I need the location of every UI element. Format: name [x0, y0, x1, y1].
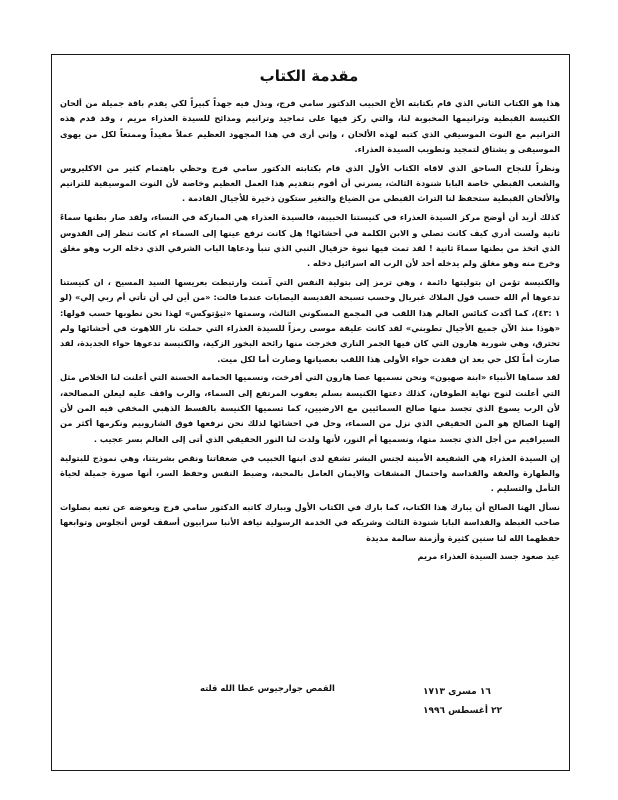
document-body [60, 96, 560, 568]
date-gregorian: ٢٢ أغسطس ١٩٩٦ [423, 706, 503, 716]
author-signature: القمص جوارجيوس عطا الله قلته [200, 683, 335, 693]
paragraph-7: نسأل الهنا الصالح أن يبارك هذا الكتاب، كما بارك في الكتاب الأول ويبارك كاتبه الدكتور سامي فرج ويعوضه عن تعبه بصلوات صاحب الغبطة والقداسة البابا شنودة الثالث وشريكه في الخدمة الرسولية نيافة الأنبا سرابيون أسقف لوس أنجلوس وتوابعها حفظهما الله لنا سنين كثيرة وأزمنة سالمة مديدة [60, 501, 560, 543]
paragraph-3: كذلك أريد أن أوضح مركز السيدة العذراء في كنيستنا الحبيبة، فالسيدة العذراء هي المباركة في النساء، ولقد صار بطنها سماءً ثانية ولست أدري كيف كانت تصلي و الابن الكلمة في أحشائها! هل كانت ترفع عينها إلى السماء ام كانت تنظر إلى القدوس الذي اتخذ من بطنها سماءً ثانية ! لقد تمت فيها نبوة حزقيال النبي الذي تنبأ ودعاها الباب الشرقي الذي دخله الرب وهو مغلق وخرج منه وهو مغلق ولم يدخله أحد لأن الرب اله اسرائيل دخله . [60, 212, 560, 269]
paragraph-5: لقد سماها الأنبياء «ابنة صهيون» ونحن نسميها عصا هارون التي أفرخت، ونسميها الحمامة الحسنة التي أعلنت لنا الخلاص مثل التي أعلنت لنوح نهاية الطوفان، كذلك دعتها الكنيسة بسلم يعقوب المرتفع إلى السماء، والرب واقف عليه ليعلن المصالحة، لأن الرب يسوع الذي تجسد منها صالح السمائيين مع الارضيين، كما تسميها الكنيسة بالقسط الذهبي المخفي فيه المن لأن إلهنا الصالح هو المن الحقيقي الذي نزل من السماء، وحل في احشائها لذلك نحن نرفعها فوق الشاروبيم ونكرمها أكثر من السيرافيم من أجل الذي تجسد منها، ونسميها أم النور، لأنها ولدت لنا النور الحقيقي الذي أتى إلى العالم بسر عجيب . [60, 372, 560, 444]
feast-line: عيد صعود جسد السيدة العذراء مريم [417, 551, 560, 562]
document-title: مقدمة الكتاب [259, 67, 359, 85]
paragraph-6: إن السيدة العذراء هي الشفيعة الأمينة لجنس البشر تشفع لدى ابنها الحبيب في ضعفاتنا ونقص بشريتنا، وهي نموذج للبتولية والطهارة والعفة والقداسة واحتمال المشقات والايمان العامل بالمحبة، وضبط النفس وحفظ السر، أنها صورة جميلة لحياة التأمل والتسليم . [60, 452, 560, 494]
paragraph-2: ونظراً للنجاح الساحق الذي لاقاه الكتاب الأول الذي قام بكتابته الدكتور سامي فرج وحظي باهتمام كثير من الاكليروس والشعب القبطي خاصة البابا شنودة الثالث، يسرني أن أقوم بتقديم هذا العمل العظيم وخاصة لأن النوت الموسيقية للترانيم والألحان القبطية ستحفظ لنا التراث القبطي من الضياع والتغير ستكون ذخيرة للأجيال القادمة . [60, 162, 560, 204]
date-coptic: ١٦ مسرى ١٧١٣ [423, 687, 491, 697]
paragraph-1: هذا هو الكتاب الثاني الذي قام بكتابته الأخ الحبيب الدكتور سامي فرج، وبذل فيه جهداً كبيراً لكي يقدم باقة جميلة من ألحان الكنيسة القبطية وترانيمها المحبوبة لنا، والتي ركز فيها على تماجيد وترانيم ومدائح للسيدة العذراء مريم ، وقد قدم هذه الترانيم مع النوت الموسيقي الذي كتبه لهذه الألحان ، وإني أرى في هذا المجهود العظيم عملاً مفيداً وممتعاً لكل من يهوى الموسيقى و يشتاق لتمجيد وتطويب السيدة العذراء. [60, 98, 560, 154]
paragraph-4: والكنيسة تؤمن ان بتوليتها دائمة ، وهي ترمز إلى بتولية النفس التي آمنت وارتبطت بعريسها السيد المسيح ، ان كنيستنا تدعوها أم الله حسب قول الملاك غبريال وحسب تسبحة القديسة اليصابات عندما قالت: «من أين لي أن تأتي أم ربي إلي» (لو ١ :٤٣)، كما أكدت كنائس العالم هذا اللقب في المجمع المسكوني الثالث، وسمتها «ثيؤتوكس» لهذا نحن نطوبها حسب قولها: «هوذا منذ الآن جميع الأجيال تطوبني» لقد كانت عليقة موسى رمزاً للسيدة العذراء التي حملت نار اللاهوت في أحشائها ولم تحترق، وهي شورية هارون التي كان فيها الجمر الناري فخرجت منها رائحة البخور الزكية، والكنيسة تدعوها حواء الجديدة، لقد صارت أماً لكل حي بعد ان فقدت حواء الأولى هذا اللقب بعصيانها وصارت أما لكل ميت. [60, 277, 561, 364]
